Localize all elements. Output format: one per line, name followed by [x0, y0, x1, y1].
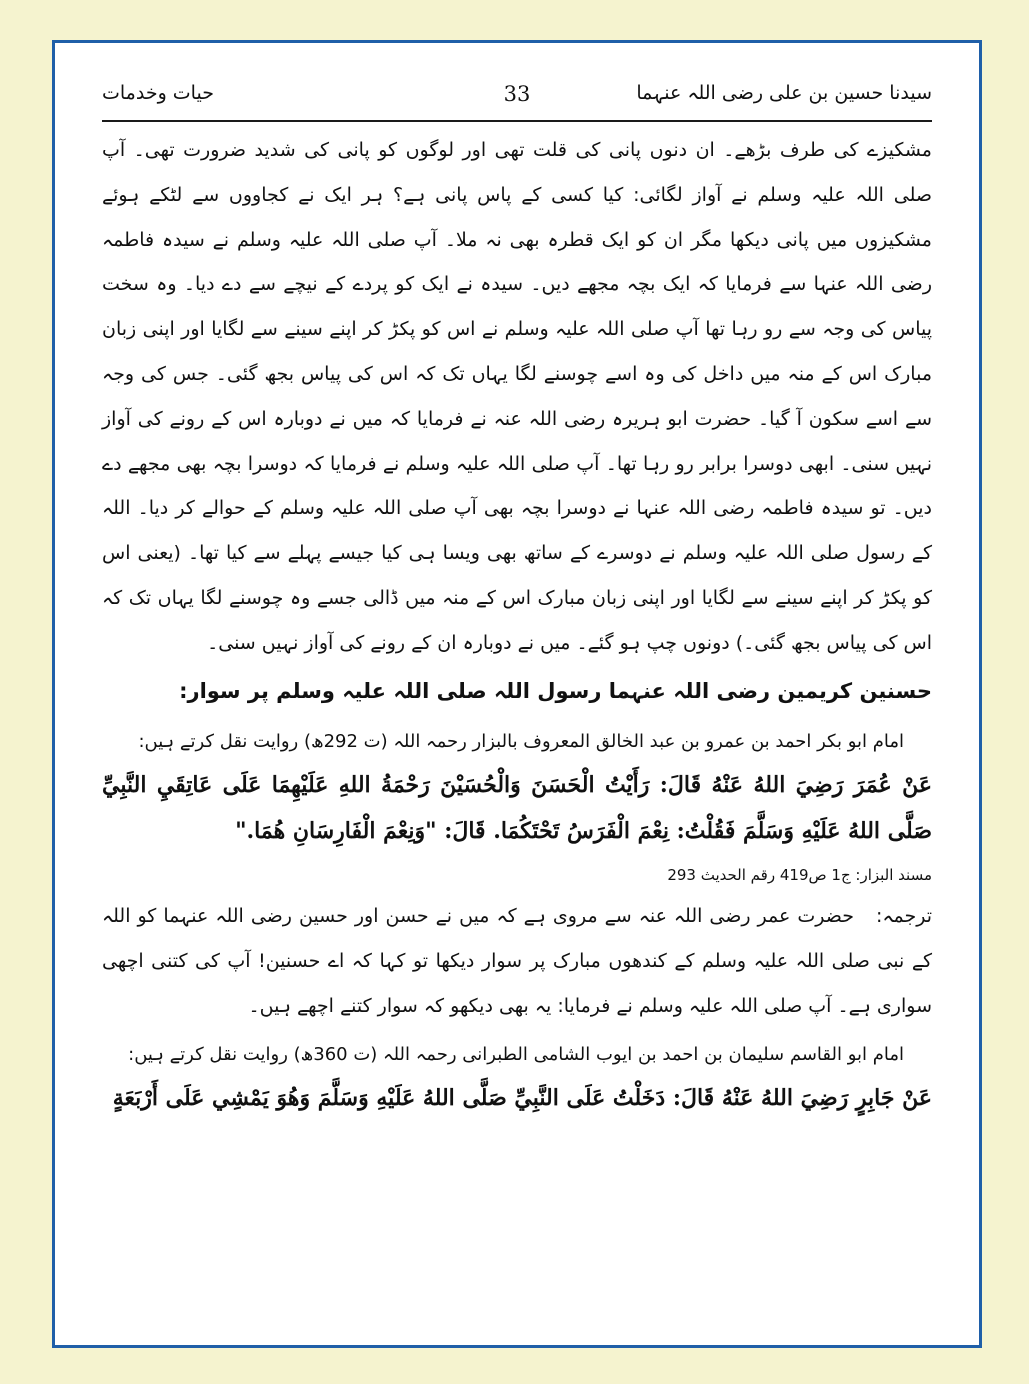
narration-intro-2: امام ابو القاسم سلیمان بن احمد بن ایوب الشامی الطبرانی رحمہ اللہ (ت 360ھ) روایت نقل کرتے ہیں: [128, 1043, 904, 1065]
hadith-reference: مسند البزار: ج1 ص419 رقم الحدیث 293 [667, 865, 932, 884]
translation-label: ترجمہ: [875, 904, 932, 927]
translation-paragraph [102, 894, 932, 1029]
book-title: سیدنا حسین بن علی رضی اللہ عنہما [636, 82, 932, 104]
narration-intro: امام ابو بکر احمد بن عمرو بن عبد الخالق المعروف بالبزار رحمہ اللہ (ت 292ھ) روایت نقل کرتے ہیں: [138, 730, 904, 752]
page-header [102, 82, 932, 114]
page-body [102, 128, 932, 1121]
page-number: 33 [503, 82, 531, 106]
arabic-hadith-2: عَنْ جَابِرٍ رَضِيَ اللهُ عَنْهُ قَالَ: دَخَلْتُ عَلَى النَّبِيِّ صَلَّى اللهُ عَلَيْهِ وَسَلَّمَ وَهُوَ يَمْشِي عَلَى أَرْبَعَةٍ [112, 1084, 932, 1111]
narrative-paragraph: مشکیزے کی طرف بڑھے۔ ان دنوں پانی کی قلت تھی اور لوگوں کو پانی کی شدید ضرورت تھی۔ آپ صلی اللہ علیہ وسلم نے آواز لگائی: کیا کسی کے پاس پانی ہے؟ ہر ایک نے کجاووں سے لٹکے ہوئے مشکیزوں میں پانی دیکھا مگر ان کو ایک قطرہ بھی نہ ملا۔ آپ صلی اللہ علیہ وسلم نے سیدہ فاطمہ رضی اللہ عنہا سے فرمایا کہ ایک بچہ مجھے دیں۔ سیدہ نے ایک کو پردے کے نیچے سے دے دیا۔ وہ سخت پیاس کی وجہ سے رو رہا تھا آپ صلی اللہ علیہ وسلم نے اس کو پکڑ کر اپنے سینے سے لگایا اور اپنی زبان مبارک اس کے منہ میں داخل کی وہ اسے چوسنے لگا یہاں تک کہ اس کی پیاس بجھ گئی۔ جس کی وجہ سے اسے سکون آ گیا۔ حضرت ابو ہریرہ رضی اللہ عنہ نے فرمایا کہ میں نے دوبارہ اس کے رونے کی آواز نہیں سنی۔ ابھی دوسرا برابر رو رہا تھا۔ آپ صلی اللہ علیہ وسلم نے فرمایا کہ دوسرا بچہ بھی مجھے دے دیں۔ تو سیدہ فاطمہ رضی اللہ عنہا نے دوسرا بچہ بھی آپ صلی اللہ علیہ وسلم کے حوالے کر دیا۔ اللہ کے رسول صلی اللہ علیہ وسلم نے دوسرے کے ساتھ بھی ویسا ہی کیا جیسے پہلے سے کیا تھا۔ (یعنی اس کو پکڑ کر اپنے سینے سے لگایا اور اپنی زبان مبارک اس کے منہ میں ڈالی جسے وہ چوسنے لگا یہاں تک کہ اس کی پیاس بجھ گئی۔) دونوں چپ ہو گئے۔ میں نے دوبارہ ان کے رونے کی آواز نہیں سنی۔ [102, 139, 932, 654]
translation-text: حضرت عمر رضی اللہ عنہ سے مروی ہے کہ میں نے حسن اور حسین رضی اللہ عنہما کو اللہ کے نبی صلی اللہ علیہ وسلم کے کندھوں مبارک پر سوار دیکھا تو کہا کہ اے حسنین! آپ کی کتنی اچھی سواری ہے۔ آپ صلی اللہ علیہ وسلم نے فرمایا: یہ بھی دیکھو کہ سوار کتنے اچھے ہیں۔ [102, 904, 932, 1017]
document-page [62, 50, 972, 1340]
section-heading: حسنین کریمین رضی اللہ عنہما رسول اللہ صلی اللہ علیہ وسلم پر سوار: [179, 678, 932, 703]
header-divider [102, 120, 932, 122]
arabic-hadith: عَنْ عُمَرَ رَضِيَ اللهُ عَنْهُ قَالَ: رَأَيْتُ الْحَسَنَ وَالْحُسَيْنَ رَحْمَةُ اللهِ عَلَيْهِمَا عَلَى عَاتِقَيِ النَّبِيِّ صَلَّى اللهُ عَلَيْهِ وَسَلَّمَ فَقُلْتُ: نِعْمَ الْفَرَسُ تَحْتَكُمَا. قَالَ: "وَنِعْمَ الْفَارِسَانِ هُمَا." [102, 771, 932, 844]
section-title: حیات وخدمات [102, 82, 214, 104]
